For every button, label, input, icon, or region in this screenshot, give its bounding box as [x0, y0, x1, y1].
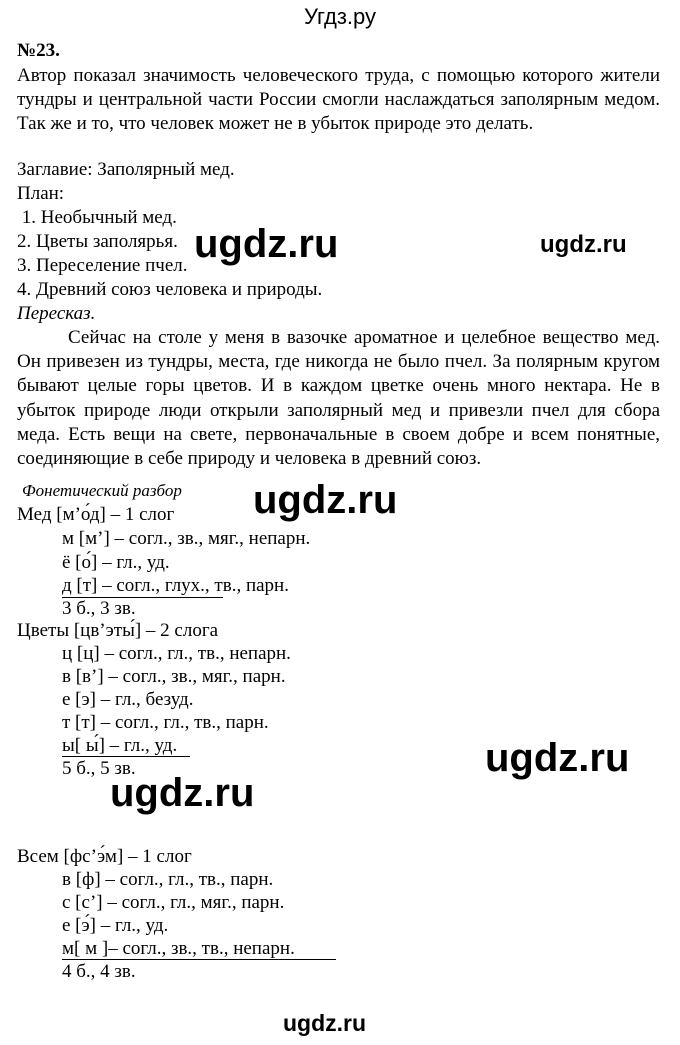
site-header: Угдз.ру — [303, 4, 377, 29]
retelling-paragraph: Сейчас на столе у меня в вазочке ароматное и целебное вещество мед. Он привезен из тундры, места, где никогда не было пчел. За полярным кругом бывают целые горы цветов. И в каждом цветке очень много нектара. Не в убыток природе люди открыли заполярный мед и привезли пчел для сбора меда. Есть вещи на свете, первоначальные в своем добре и всем понятные, соединяющие в себе природу и человека в древний союз. — [17, 327, 660, 470]
underline-rule — [62, 756, 190, 757]
phoneme-line: с [с’] – согл., гл., мяг., парн. — [62, 892, 285, 913]
plan-item: 3. Переселение пчел. — [17, 255, 188, 276]
watermark: ugdz.ru — [194, 222, 339, 266]
plan-item: 2. Цветы заполярья. — [17, 231, 178, 252]
phoneme-line: д [т] – согл., глух., тв., парн. — [62, 575, 289, 596]
phoneme-line: ы[ ы́] – гл., уд. — [62, 735, 178, 756]
count-line: 5 б., 5 зв. — [62, 758, 136, 779]
phoneme-line: в [в’] – согл., зв., мяг., парн. — [62, 666, 286, 687]
phoneme-line: ц [ц] – согл., гл., тв., непарн. — [62, 643, 291, 664]
plan-label: План: — [17, 183, 65, 204]
watermark: ugdz.ru — [485, 736, 630, 780]
phoneme-line: т [т] – согл., гл., тв., парн. — [62, 712, 269, 733]
phonetic-label: Фонетический разбор — [22, 481, 182, 500]
watermark: ugdz.ru — [283, 1010, 367, 1036]
plan-item: 4. Древний союз человека и природы. — [17, 279, 323, 300]
phoneme-line: ё [о́] – гл., уд. — [62, 552, 170, 573]
intro-paragraph: Автор показал значимость человеческого труда, с помощью которого жители тундры и центральной части России смогли наслаждаться заполярным медом. Так же и то, что человек может не в убыток природе это делать. — [17, 65, 660, 135]
phoneme-line: в [ф] – согл., гл., тв., парн. — [62, 869, 274, 890]
title-line: Заглавие: Заполярный мед. — [17, 159, 235, 180]
exercise-number: №23. — [17, 40, 60, 61]
watermark: ugdz.ru — [540, 231, 627, 258]
watermark: ugdz.ru — [253, 478, 398, 522]
underline-rule — [62, 959, 336, 960]
word-heading: Цветы [цв’эты́] – 2 слога — [17, 620, 219, 641]
count-line: 4 б., 4 зв. — [62, 961, 136, 982]
phoneme-line: м[ м ]– согл., зв., тв., непарн. — [62, 938, 295, 959]
plan-item: 1. Необычный мед. — [17, 207, 177, 228]
phoneme-line: м [м’] – согл., зв., мяг., непарн. — [62, 528, 311, 549]
watermark: ugdz.ru — [110, 771, 255, 815]
phoneme-line: е [э] – гл., безуд. — [62, 689, 194, 710]
word-heading: Всем [фс’э́м] – 1 слог — [17, 846, 192, 867]
count-line: 3 б., 3 зв. — [62, 598, 136, 619]
phoneme-line: е [э́] – гл., уд. — [62, 915, 169, 936]
retelling-label: Пересказ. — [17, 303, 96, 324]
word-heading: Мед [м’о́д] – 1 слог — [17, 504, 175, 525]
